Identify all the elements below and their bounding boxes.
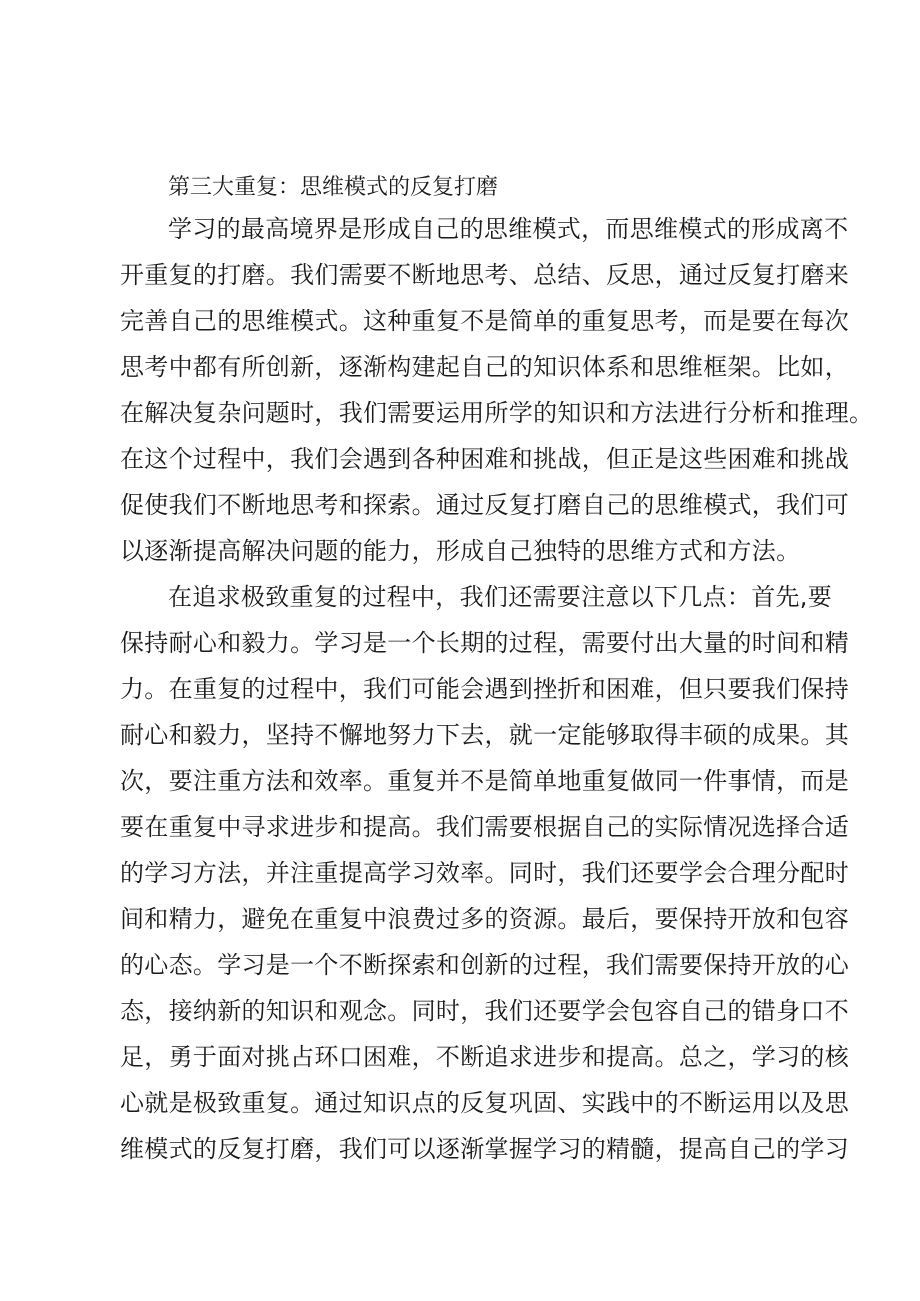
document-page bbox=[120, 170, 874, 1172]
paragraph-line: 思考中都有所创新，逐渐构建起自己的知识体系和思维框架。比如， bbox=[120, 353, 849, 381]
paragraph-line: 维模式的反复打磨，我们可以逐渐掌握学习的精髓，提高自己的学习 bbox=[120, 1135, 849, 1163]
paragraph-line: 在解决复杂问题时，我们需要运用所学的知识和方法进行分析和推理。 bbox=[120, 399, 874, 427]
paragraph-line: 在这个过程中，我们会遇到各种困难和挑战，但正是这些困难和挑战 bbox=[120, 445, 849, 473]
paragraph-line: 要在重复中寻求进步和提高。我们需要根据自己的实际情况选择合适 bbox=[120, 813, 849, 841]
paragraph-line: 学习的最高境界是形成自己的思维模式，而思维模式的形成离不 bbox=[168, 215, 849, 243]
paragraph-line: 以逐渐提高解决问题的能力，形成自己独特的思维方式和方法。 bbox=[120, 537, 801, 565]
paragraph-2 bbox=[120, 574, 849, 1172]
paragraph-1 bbox=[120, 206, 874, 574]
paragraph-line: 足，勇于面对挑占环口困难，不断追求进步和提高。总之，学习的核 bbox=[120, 1043, 849, 1071]
paragraph-line: 促使我们不断地思考和探索。通过反复打磨自己的思维模式，我们可 bbox=[120, 491, 849, 519]
paragraph-line: 态，接纳新的知识和观念。同时，我们还要学会包容自己的错身口不 bbox=[120, 997, 849, 1025]
paragraph-line: 开重复的打磨。我们需要不断地思考、总结、反思，通过反复打磨来 bbox=[120, 261, 849, 289]
paragraph-line: 力。在重复的过程中，我们可能会遇到挫折和困难，但只要我们保持 bbox=[120, 675, 849, 703]
paragraph-line: 的心态。学习是一个不断探索和创新的过程，我们需要保持开放的心 bbox=[120, 951, 849, 979]
paragraph-line: 在追求极致重复的过程中，我们还需要注意以下几点：首先,要 bbox=[168, 583, 833, 611]
paragraph-line: 耐心和毅力，坚持不懈地努力下去，就一定能够取得丰硕的成果。其 bbox=[120, 721, 849, 749]
paragraph-line: 的学习方法，并注重提高学习效率。同时，我们还要学会合理分配时 bbox=[120, 859, 849, 887]
paragraph-line: 心就是极致重复。通过知识点的反复巩固、实践中的不断运用以及思 bbox=[120, 1089, 849, 1117]
section-heading: 第三大重复：思维模式的反复打磨 bbox=[168, 175, 499, 200]
paragraph-line: 保持耐心和毅力。学习是一个长期的过程，需要付出大量的时间和精 bbox=[120, 629, 849, 657]
paragraph-line: 次，要注重方法和效率。重复并不是简单地重复做同一件事情，而是 bbox=[120, 767, 849, 795]
paragraph-line: 间和精力，避免在重复中浪费过多的资源。最后，要保持开放和包容 bbox=[120, 905, 849, 933]
paragraph-line: 完善自己的思维模式。这种重复不是简单的重复思考，而是要在每次 bbox=[120, 307, 849, 335]
